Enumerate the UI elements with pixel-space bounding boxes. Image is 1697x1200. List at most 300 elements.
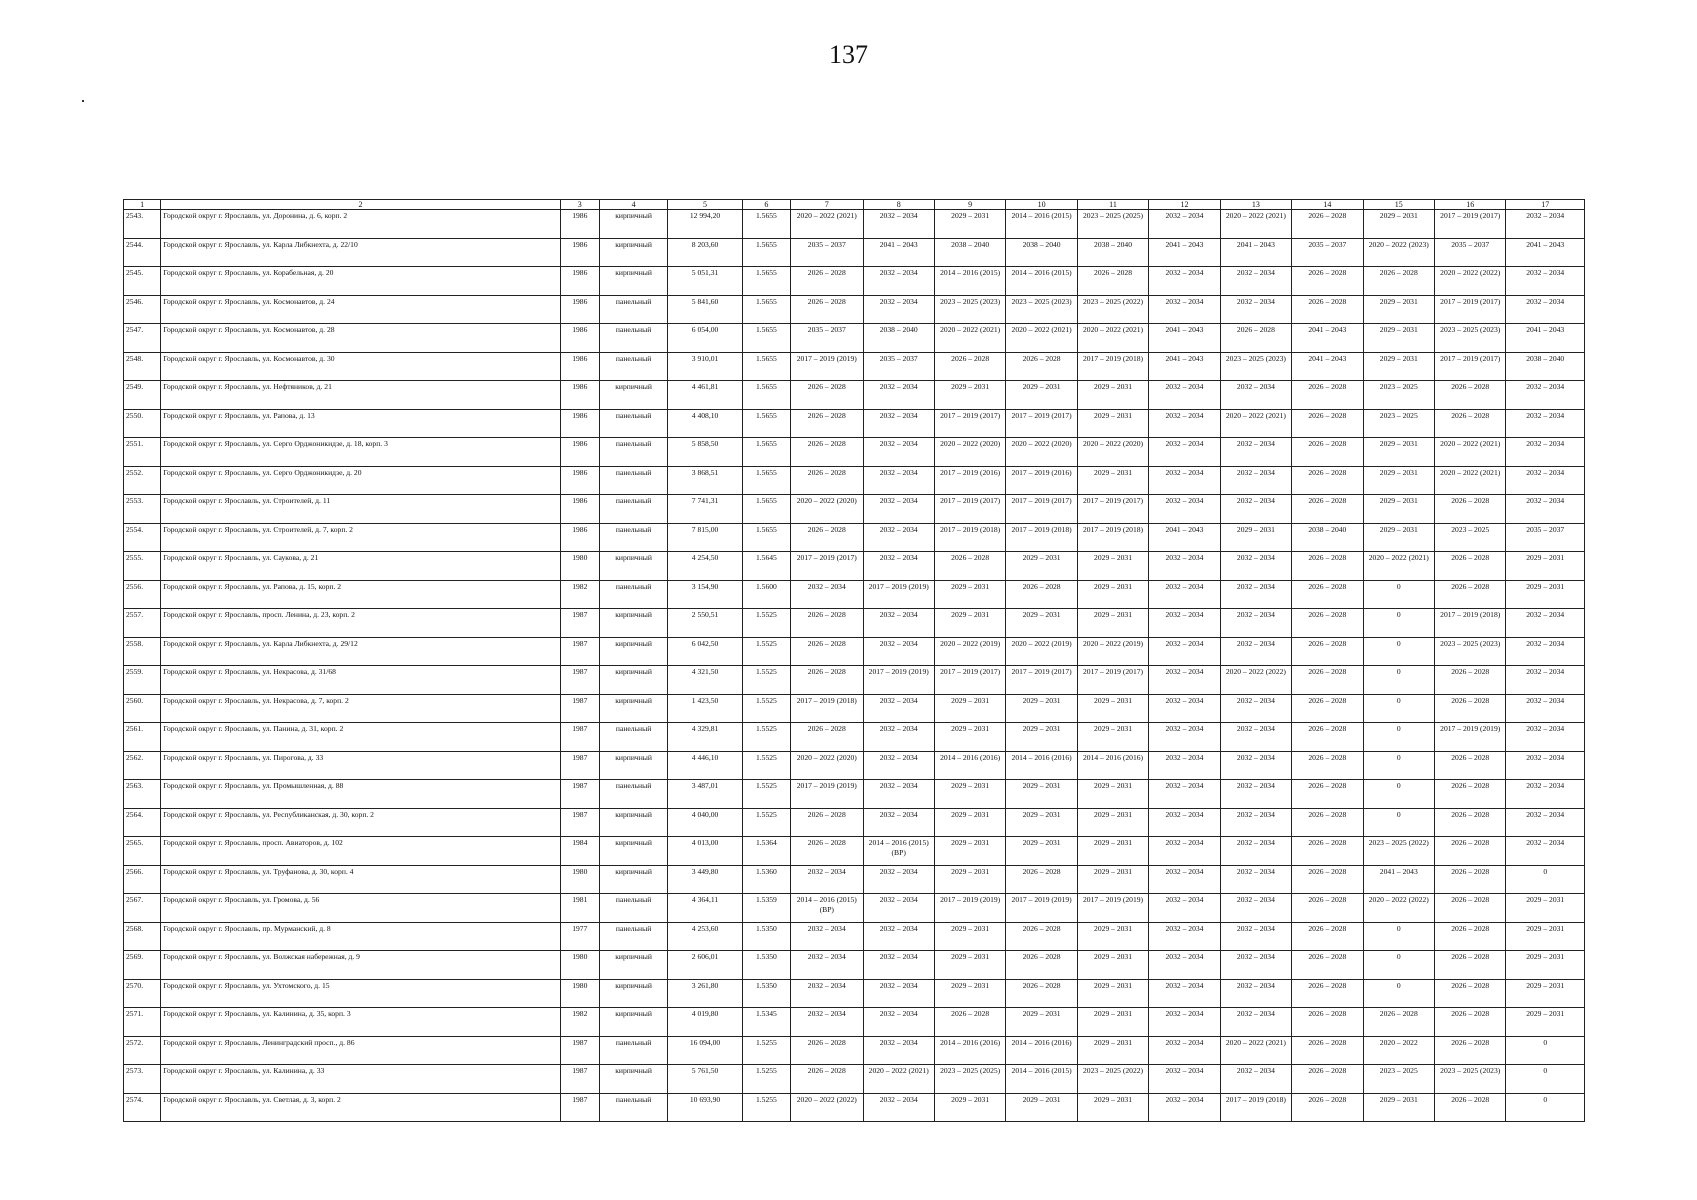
table-cell-col-7: 2035 – 2037 — [791, 324, 863, 353]
table-cell-col-5: 5 761,50 — [668, 1065, 742, 1094]
table-cell-col-5: 4 461,81 — [668, 381, 742, 410]
table-cell-col-13: 2020 – 2022 (2021) — [1220, 409, 1291, 438]
table-cell-col-5: 3 154,90 — [668, 580, 742, 609]
table-cell-col-1: 2555. — [124, 552, 161, 581]
table-cell-col-9: 2014 – 2016 (2015) — [934, 267, 1005, 296]
table-row — [124, 894, 1585, 923]
table-cell-col-1: 2554. — [124, 523, 161, 552]
table-cell-col-13: 2032 – 2034 — [1220, 723, 1291, 752]
table-cell-col-12: 2032 – 2034 — [1149, 694, 1220, 723]
table-cell-col-7: 2020 – 2022 (2020) — [791, 495, 863, 524]
table-cell-col-11: 2017 – 2019 (2018) — [1077, 523, 1148, 552]
table-cell-col-12: 2032 – 2034 — [1149, 922, 1220, 951]
table-cell-col-5: 7 741,31 — [668, 495, 742, 524]
table-cell-col-3: 1986 — [560, 267, 599, 296]
table-cell-col-3: 1987 — [560, 694, 599, 723]
table-cell-col-15: 2020 – 2022 (2021) — [1363, 552, 1434, 581]
table-cell-col-16: 2017 – 2019 (2017) — [1435, 295, 1506, 324]
table-cell-col-7: 2026 – 2028 — [791, 1036, 863, 1065]
table-cell-col-2: Городской округ г. Ярославль, ул. Космонавтов, д. 30 — [161, 352, 560, 381]
table-cell-col-7: 2026 – 2028 — [791, 409, 863, 438]
table-cell-col-3: 1986 — [560, 381, 599, 410]
table-cell-col-2: Городской округ г. Ярославль, ул. Серго Орджоникидзе, д. 20 — [161, 466, 560, 495]
table-cell-col-15: 0 — [1363, 808, 1434, 837]
table-cell-col-17: 2029 – 2031 — [1506, 552, 1585, 581]
table-cell-col-15: 0 — [1363, 637, 1434, 666]
table-cell-col-14: 2041 – 2043 — [1292, 352, 1363, 381]
table-cell-col-6: 1.5655 — [742, 409, 790, 438]
table-cell-col-8: 2041 – 2043 — [863, 238, 934, 267]
table-cell-col-4: кирпичный — [599, 238, 667, 267]
table-cell-col-4: кирпичный — [599, 837, 667, 866]
table-cell-col-14: 2026 – 2028 — [1292, 922, 1363, 951]
table-cell-col-17: 2035 – 2037 — [1506, 523, 1585, 552]
table-cell-col-7: 2032 – 2034 — [791, 580, 863, 609]
table-cell-col-6: 1.5655 — [742, 352, 790, 381]
table-cell-col-17: 2029 – 2031 — [1506, 894, 1585, 923]
table-cell-col-5: 8 203,60 — [668, 238, 742, 267]
table-cell-col-11: 2029 – 2031 — [1077, 723, 1148, 752]
table-cell-col-14: 2026 – 2028 — [1292, 381, 1363, 410]
table-cell-col-15: 0 — [1363, 951, 1434, 980]
table-cell-col-7: 2017 – 2019 (2018) — [791, 694, 863, 723]
table-cell-col-11: 2029 – 2031 — [1077, 466, 1148, 495]
table-cell-col-2: Городской округ г. Ярославль, ул. Карла Либкнехта, д. 29/12 — [161, 637, 560, 666]
table-cell-col-7: 2026 – 2028 — [791, 1065, 863, 1094]
table-cell-col-1: 2564. — [124, 808, 161, 837]
table-cell-col-2: Городской округ г. Ярославль, пр. Мурманский, д. 8 — [161, 922, 560, 951]
table-cell-col-2: Городской округ г. Ярославль, ул. Волжская набережная, д. 9 — [161, 951, 560, 980]
table-cell-col-1: 2551. — [124, 438, 161, 467]
table-cell-col-17: 2029 – 2031 — [1506, 922, 1585, 951]
table-cell-col-6: 1.5350 — [742, 922, 790, 951]
table-cell-col-15: 2029 – 2031 — [1363, 352, 1434, 381]
table-cell-col-16: 2026 – 2028 — [1435, 1036, 1506, 1065]
table-cell-col-13: 2032 – 2034 — [1220, 894, 1291, 923]
table-cell-col-10: 2014 – 2016 (2016) — [1006, 751, 1077, 780]
table-cell-col-10: 2026 – 2028 — [1006, 580, 1077, 609]
table-cell-col-16: 2020 – 2022 (2021) — [1435, 466, 1506, 495]
table-cell-col-5: 12 994,20 — [668, 210, 742, 239]
table-cell-col-12: 2032 – 2034 — [1149, 267, 1220, 296]
column-header-11: 11 — [1077, 200, 1148, 210]
table-cell-col-6: 1.5345 — [742, 1008, 790, 1037]
table-cell-col-2: Городской округ г. Ярославль, ул. Калинина, д. 35, корп. 3 — [161, 1008, 560, 1037]
table-cell-col-12: 2032 – 2034 — [1149, 295, 1220, 324]
table-cell-col-11: 2020 – 2022 (2019) — [1077, 637, 1148, 666]
table-cell-col-4: кирпичный — [599, 951, 667, 980]
table-cell-col-6: 1.5655 — [742, 295, 790, 324]
table-cell-col-13: 2032 – 2034 — [1220, 780, 1291, 809]
table-cell-col-17: 2029 – 2031 — [1506, 979, 1585, 1008]
table-cell-col-5: 4 329,81 — [668, 723, 742, 752]
table-cell-col-9: 2029 – 2031 — [934, 580, 1005, 609]
table-cell-col-11: 2029 – 2031 — [1077, 922, 1148, 951]
table-cell-col-6: 1.5525 — [742, 609, 790, 638]
table-cell-col-7: 2017 – 2019 (2019) — [791, 352, 863, 381]
table-cell-col-3: 1980 — [560, 951, 599, 980]
table-cell-col-9: 2029 – 2031 — [934, 609, 1005, 638]
table-cell-col-15: 2023 – 2025 — [1363, 409, 1434, 438]
table-cell-col-15: 0 — [1363, 609, 1434, 638]
table-cell-col-8: 2032 – 2034 — [863, 808, 934, 837]
table-cell-col-4: кирпичный — [599, 210, 667, 239]
table-row — [124, 837, 1585, 866]
table-cell-col-15: 0 — [1363, 751, 1434, 780]
table-cell-col-13: 2020 – 2022 (2021) — [1220, 1036, 1291, 1065]
table-cell-col-1: 2561. — [124, 723, 161, 752]
table-cell-col-15: 2029 – 2031 — [1363, 523, 1434, 552]
table-cell-col-15: 2029 – 2031 — [1363, 295, 1434, 324]
table-cell-col-8: 2032 – 2034 — [863, 1008, 934, 1037]
table-cell-col-15: 2023 – 2025 — [1363, 1065, 1434, 1094]
table-cell-col-5: 5 841,60 — [668, 295, 742, 324]
table-cell-col-5: 6 054,00 — [668, 324, 742, 353]
table-cell-col-3: 1987 — [560, 637, 599, 666]
table-cell-col-10: 2026 – 2028 — [1006, 352, 1077, 381]
header-row — [124, 200, 1585, 210]
table-cell-col-16: 2026 – 2028 — [1435, 751, 1506, 780]
table-cell-col-8: 2032 – 2034 — [863, 694, 934, 723]
table-cell-col-9: 2014 – 2016 (2016) — [934, 751, 1005, 780]
table-cell-col-2: Городской округ г. Ярославль, ул. Рапова, д. 13 — [161, 409, 560, 438]
table-cell-col-5: 3 487,01 — [668, 780, 742, 809]
table-cell-col-4: кирпичный — [599, 381, 667, 410]
table-row — [124, 951, 1585, 980]
table-cell-col-7: 2035 – 2037 — [791, 238, 863, 267]
table-cell-col-5: 5 051,31 — [668, 267, 742, 296]
table-cell-col-9: 2017 – 2019 (2017) — [934, 409, 1005, 438]
table-cell-col-13: 2032 – 2034 — [1220, 837, 1291, 866]
table-cell-col-3: 1986 — [560, 352, 599, 381]
table-cell-col-5: 4 019,80 — [668, 1008, 742, 1037]
table-cell-col-7: 2020 – 2022 (2021) — [791, 210, 863, 239]
table-row — [124, 324, 1585, 353]
table-cell-col-16: 2026 – 2028 — [1435, 808, 1506, 837]
table-cell-col-7: 2026 – 2028 — [791, 267, 863, 296]
table-cell-col-3: 1980 — [560, 865, 599, 894]
table-cell-col-16: 2023 – 2025 (2023) — [1435, 637, 1506, 666]
table-cell-col-16: 2017 – 2019 (2018) — [1435, 609, 1506, 638]
table-cell-col-17: 2032 – 2034 — [1506, 751, 1585, 780]
table-cell-col-4: панельный — [599, 894, 667, 923]
table-row — [124, 922, 1585, 951]
table-cell-col-14: 2026 – 2028 — [1292, 694, 1363, 723]
table-cell-col-4: кирпичный — [599, 609, 667, 638]
table-cell-col-13: 2032 – 2034 — [1220, 808, 1291, 837]
table-cell-col-10: 2026 – 2028 — [1006, 951, 1077, 980]
table-cell-col-5: 4 364,11 — [668, 894, 742, 923]
table-cell-col-6: 1.5360 — [742, 865, 790, 894]
table-cell-col-15: 0 — [1363, 666, 1434, 695]
table-cell-col-17: 2032 – 2034 — [1506, 466, 1585, 495]
table-row — [124, 865, 1585, 894]
table-cell-col-6: 1.5525 — [742, 723, 790, 752]
table-cell-col-15: 0 — [1363, 694, 1434, 723]
column-header-8: 8 — [863, 200, 934, 210]
table-cell-col-4: кирпичный — [599, 637, 667, 666]
table-cell-col-11: 2029 – 2031 — [1077, 409, 1148, 438]
table-cell-col-16: 2026 – 2028 — [1435, 381, 1506, 410]
table-cell-col-9: 2014 – 2016 (2016) — [934, 1036, 1005, 1065]
table-cell-col-8: 2014 – 2016 (2015) (ВР) — [863, 837, 934, 866]
table-row — [124, 552, 1585, 581]
table-cell-col-13: 2032 – 2034 — [1220, 979, 1291, 1008]
table-cell-col-1: 2552. — [124, 466, 161, 495]
table-cell-col-13: 2026 – 2028 — [1220, 324, 1291, 353]
table-cell-col-2: Городской округ г. Ярославль, ул. Калинина, д. 33 — [161, 1065, 560, 1094]
table-row — [124, 609, 1585, 638]
table-cell-col-14: 2026 – 2028 — [1292, 210, 1363, 239]
table-cell-col-16: 2020 – 2022 (2021) — [1435, 438, 1506, 467]
table-cell-col-15: 0 — [1363, 979, 1434, 1008]
page-number: 137 — [829, 40, 868, 69]
table-cell-col-7: 2026 – 2028 — [791, 723, 863, 752]
table-cell-col-12: 2032 – 2034 — [1149, 637, 1220, 666]
table-row — [124, 352, 1585, 381]
table-cell-col-16: 2035 – 2037 — [1435, 238, 1506, 267]
table-cell-col-11: 2023 – 2025 (2022) — [1077, 1065, 1148, 1094]
table-cell-col-10: 2029 – 2031 — [1006, 552, 1077, 581]
table-cell-col-9: 2029 – 2031 — [934, 922, 1005, 951]
table-cell-col-7: 2020 – 2022 (2020) — [791, 751, 863, 780]
table-cell-col-7: 2026 – 2028 — [791, 523, 863, 552]
table-cell-col-6: 1.5255 — [742, 1065, 790, 1094]
table-cell-col-1: 2565. — [124, 837, 161, 866]
table-cell-col-16: 2023 – 2025 — [1435, 523, 1506, 552]
table-cell-col-13: 2023 – 2025 (2023) — [1220, 352, 1291, 381]
table-cell-col-4: кирпичный — [599, 267, 667, 296]
table-cell-col-17: 2032 – 2034 — [1506, 609, 1585, 638]
table-cell-col-3: 1987 — [560, 609, 599, 638]
table-cell-col-16: 2026 – 2028 — [1435, 951, 1506, 980]
table-cell-col-11: 2029 – 2031 — [1077, 381, 1148, 410]
table-cell-col-17: 0 — [1506, 865, 1585, 894]
table-cell-col-2: Городской округ г. Ярославль, ул. Строителей, д. 11 — [161, 495, 560, 524]
table-cell-col-14: 2026 – 2028 — [1292, 951, 1363, 980]
table-cell-col-9: 2029 – 2031 — [934, 694, 1005, 723]
table-cell-col-3: 1987 — [560, 1093, 599, 1122]
table-cell-col-13: 2032 – 2034 — [1220, 267, 1291, 296]
table-cell-col-9: 2023 – 2025 (2023) — [934, 295, 1005, 324]
scan-speck — [82, 100, 84, 102]
table-cell-col-2: Городской округ г. Ярославль, просп. Ленина, д. 23, корп. 2 — [161, 609, 560, 638]
table-row — [124, 295, 1585, 324]
table-cell-col-12: 2032 – 2034 — [1149, 808, 1220, 837]
table-cell-col-8: 2035 – 2037 — [863, 352, 934, 381]
table-cell-col-11: 2020 – 2022 (2020) — [1077, 438, 1148, 467]
table-cell-col-6: 1.5655 — [742, 267, 790, 296]
table-cell-col-10: 2014 – 2016 (2015) — [1006, 1065, 1077, 1094]
table-cell-col-9: 2029 – 2031 — [934, 837, 1005, 866]
table-cell-col-6: 1.5525 — [742, 780, 790, 809]
table-cell-col-4: кирпичный — [599, 979, 667, 1008]
table-cell-col-5: 4 446,10 — [668, 751, 742, 780]
table-cell-col-8: 2032 – 2034 — [863, 495, 934, 524]
table-cell-col-8: 2032 – 2034 — [863, 951, 934, 980]
table-row — [124, 637, 1585, 666]
table-cell-col-6: 1.5655 — [742, 438, 790, 467]
table-cell-col-13: 2032 – 2034 — [1220, 922, 1291, 951]
table-cell-col-5: 2 606,01 — [668, 951, 742, 980]
table-cell-col-12: 2032 – 2034 — [1149, 723, 1220, 752]
table-row — [124, 1093, 1585, 1122]
table-cell-col-11: 2026 – 2028 — [1077, 267, 1148, 296]
table-cell-col-9: 2029 – 2031 — [934, 808, 1005, 837]
table-cell-col-12: 2032 – 2034 — [1149, 580, 1220, 609]
table-cell-col-7: 2026 – 2028 — [791, 438, 863, 467]
table-cell-col-6: 1.5655 — [742, 324, 790, 353]
table-cell-col-1: 2543. — [124, 210, 161, 239]
table-cell-col-9: 2029 – 2031 — [934, 951, 1005, 980]
table-cell-col-11: 2020 – 2022 (2021) — [1077, 324, 1148, 353]
table-cell-col-10: 2017 – 2019 (2017) — [1006, 666, 1077, 695]
table-cell-col-3: 1982 — [560, 580, 599, 609]
table-cell-col-7: 2032 – 2034 — [791, 1008, 863, 1037]
table-cell-col-16: 2026 – 2028 — [1435, 694, 1506, 723]
table-cell-col-17: 2032 – 2034 — [1506, 210, 1585, 239]
table-row — [124, 523, 1585, 552]
table-cell-col-11: 2017 – 2019 (2018) — [1077, 352, 1148, 381]
table-cell-col-6: 1.5350 — [742, 979, 790, 1008]
table-cell-col-10: 2017 – 2019 (2017) — [1006, 409, 1077, 438]
table-cell-col-10: 2029 – 2031 — [1006, 381, 1077, 410]
table-cell-col-6: 1.5525 — [742, 637, 790, 666]
table-cell-col-5: 3 449,80 — [668, 865, 742, 894]
table-cell-col-9: 2026 – 2028 — [934, 1008, 1005, 1037]
table-row — [124, 1008, 1585, 1037]
table-cell-col-1: 2569. — [124, 951, 161, 980]
table-cell-col-8: 2032 – 2034 — [863, 922, 934, 951]
table-cell-col-2: Городской округ г. Ярославль, ул. Светлая, д. 3, корп. 2 — [161, 1093, 560, 1122]
table-row — [124, 979, 1585, 1008]
table-cell-col-2: Городской округ г. Ярославль, ул. Строителей, д. 7, корп. 2 — [161, 523, 560, 552]
table-cell-col-3: 1981 — [560, 894, 599, 923]
column-header-9: 9 — [934, 200, 1005, 210]
table-cell-col-14: 2026 – 2028 — [1292, 609, 1363, 638]
table-cell-col-5: 6 042,50 — [668, 637, 742, 666]
table-cell-col-17: 0 — [1506, 1036, 1585, 1065]
table-cell-col-12: 2041 – 2043 — [1149, 238, 1220, 267]
table-cell-col-14: 2041 – 2043 — [1292, 324, 1363, 353]
table-cell-col-10: 2029 – 2031 — [1006, 780, 1077, 809]
table-cell-col-15: 2029 – 2031 — [1363, 495, 1434, 524]
table-cell-col-4: панельный — [599, 1093, 667, 1122]
table-cell-col-9: 2020 – 2022 (2021) — [934, 324, 1005, 353]
table-cell-col-13: 2017 – 2019 (2018) — [1220, 1093, 1291, 1122]
table-cell-col-10: 2017 – 2019 (2016) — [1006, 466, 1077, 495]
table-cell-col-4: панельный — [599, 295, 667, 324]
table-cell-col-5: 3 261,80 — [668, 979, 742, 1008]
table-row — [124, 808, 1585, 837]
table-cell-col-17: 2032 – 2034 — [1506, 295, 1585, 324]
table-cell-col-2: Городской округ г. Ярославль, ул. Промышленная, д. 88 — [161, 780, 560, 809]
table-cell-col-7: 2014 – 2016 (2015) (ВР) — [791, 894, 863, 923]
table-cell-col-11: 2029 – 2031 — [1077, 609, 1148, 638]
table-cell-col-6: 1.5655 — [742, 466, 790, 495]
table-cell-col-7: 2032 – 2034 — [791, 865, 863, 894]
table-cell-col-8: 2032 – 2034 — [863, 552, 934, 581]
table-cell-col-2: Городской округ г. Ярославль, ул. Некрасова, д. 7, корп. 2 — [161, 694, 560, 723]
table-cell-col-1: 2572. — [124, 1036, 161, 1065]
table-cell-col-11: 2038 – 2040 — [1077, 238, 1148, 267]
table-cell-col-13: 2032 – 2034 — [1220, 751, 1291, 780]
table-cell-col-12: 2032 – 2034 — [1149, 865, 1220, 894]
table-cell-col-3: 1986 — [560, 523, 599, 552]
table-cell-col-7: 2020 – 2022 (2022) — [791, 1093, 863, 1122]
table-cell-col-6: 1.5655 — [742, 523, 790, 552]
table-cell-col-14: 2026 – 2028 — [1292, 438, 1363, 467]
table-cell-col-14: 2026 – 2028 — [1292, 865, 1363, 894]
table-cell-col-14: 2026 – 2028 — [1292, 495, 1363, 524]
table-cell-col-13: 2032 – 2034 — [1220, 381, 1291, 410]
table-cell-col-7: 2017 – 2019 (2019) — [791, 780, 863, 809]
table-cell-col-6: 1.5655 — [742, 381, 790, 410]
table-cell-col-14: 2026 – 2028 — [1292, 723, 1363, 752]
table-cell-col-9: 2029 – 2031 — [934, 381, 1005, 410]
column-header-4: 4 — [599, 200, 667, 210]
table-cell-col-14: 2026 – 2028 — [1292, 1036, 1363, 1065]
table-cell-col-12: 2032 – 2034 — [1149, 466, 1220, 495]
table-cell-col-1: 2566. — [124, 865, 161, 894]
table-cell-col-9: 2029 – 2031 — [934, 979, 1005, 1008]
table-cell-col-17: 2038 – 2040 — [1506, 352, 1585, 381]
table-cell-col-16: 2017 – 2019 (2017) — [1435, 352, 1506, 381]
table-cell-col-15: 2023 – 2025 — [1363, 381, 1434, 410]
table-row — [124, 267, 1585, 296]
table-cell-col-15: 2020 – 2022 — [1363, 1036, 1434, 1065]
table-cell-col-16: 2020 – 2022 (2022) — [1435, 267, 1506, 296]
table-cell-col-1: 2570. — [124, 979, 161, 1008]
table-cell-col-1: 2558. — [124, 637, 161, 666]
column-header-6: 6 — [742, 200, 790, 210]
table-cell-col-13: 2032 – 2034 — [1220, 609, 1291, 638]
table-cell-col-17: 2041 – 2043 — [1506, 324, 1585, 353]
table-cell-col-3: 1986 — [560, 495, 599, 524]
table-cell-col-16: 2026 – 2028 — [1435, 780, 1506, 809]
table-cell-col-13: 2032 – 2034 — [1220, 1065, 1291, 1094]
table-cell-col-9: 2029 – 2031 — [934, 780, 1005, 809]
table-cell-col-17: 2029 – 2031 — [1506, 1008, 1585, 1037]
table-cell-col-17: 2032 – 2034 — [1506, 381, 1585, 410]
table-cell-col-17: 2032 – 2034 — [1506, 808, 1585, 837]
table-cell-col-8: 2032 – 2034 — [863, 381, 934, 410]
table-cell-col-7: 2026 – 2028 — [791, 666, 863, 695]
table-cell-col-10: 2026 – 2028 — [1006, 922, 1077, 951]
table-cell-col-6: 1.5255 — [742, 1036, 790, 1065]
table-cell-col-15: 2029 – 2031 — [1363, 466, 1434, 495]
table-cell-col-9: 2026 – 2028 — [934, 352, 1005, 381]
table-row — [124, 1036, 1585, 1065]
table-cell-col-12: 2032 – 2034 — [1149, 666, 1220, 695]
table-cell-col-3: 1980 — [560, 979, 599, 1008]
table-cell-col-12: 2032 – 2034 — [1149, 951, 1220, 980]
table-cell-col-14: 2026 – 2028 — [1292, 1065, 1363, 1094]
table-cell-col-8: 2032 – 2034 — [863, 1093, 934, 1122]
table-cell-col-4: кирпичный — [599, 1008, 667, 1037]
table-cell-col-15: 2026 – 2028 — [1363, 1008, 1434, 1037]
table-cell-col-6: 1.5600 — [742, 580, 790, 609]
table-cell-col-11: 2029 – 2031 — [1077, 979, 1148, 1008]
column-header-13: 13 — [1220, 200, 1291, 210]
table-cell-col-12: 2032 – 2034 — [1149, 210, 1220, 239]
table-cell-col-4: панельный — [599, 466, 667, 495]
column-header-2: 2 — [161, 200, 560, 210]
table-cell-col-3: 1987 — [560, 1065, 599, 1094]
table-cell-col-9: 2020 – 2022 (2019) — [934, 637, 1005, 666]
table-cell-col-1: 2549. — [124, 381, 161, 410]
table-cell-col-1: 2574. — [124, 1093, 161, 1122]
